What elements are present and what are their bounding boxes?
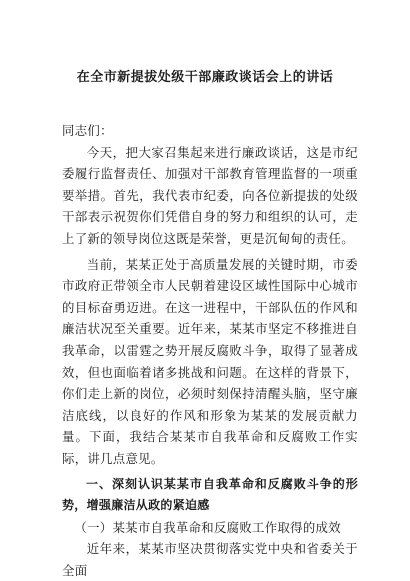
paragraph-2: 当前，某某正处于高质量发展的关键时期，市委市政府正带领全市人民朝着建设区域性国际中心城市的目标奋勇迈进。在这一进程中，干部队伍的作风和廉洁状况至关重要。近年来，某某市坚定不移推进自我革命，以雷霆之势开展反腐败斗争，取得了显著成效，但也面临着诸多挑战和问题。在这样的背景下，你们走上新的岗位，必须时刻保持清醒头脑，坚守廉洁底线，以良好的作风和形象为某某的发展贡献力量。下面，我结合某某市自我革命和反腐败工作实际，讲几点意见。	[62, 256, 358, 466]
section-heading: 一、深刻认识某某市自我革命和反腐败斗争的形势，增强廉洁从政的紧迫感	[62, 476, 358, 513]
document-body	[62, 120, 358, 581]
salutation: 同志们：	[62, 123, 113, 138]
paragraph-1: 今天，把大家召集起来进行廉政谈话，这是市纪委履行监督责任、加强对干部教育管理监督的一项重要举措。首先，我代表市纪委，向各位新提拔的处级干部表示祝贺你们凭借自身的努力和组织的认可，走上了新的领导岗位这既是荣誉，更是沉甸甸的责任。	[62, 144, 358, 246]
paragraph-3: 近年来，某某市坚决贯彻落实党中央和省委关于全面	[62, 541, 358, 578]
subsection-heading: （一）某某市自我革命和反腐败工作取得的成效	[74, 519, 341, 535]
document-title: 在全市新提拔处级干部廉政谈话会上的讲话	[76, 70, 334, 85]
